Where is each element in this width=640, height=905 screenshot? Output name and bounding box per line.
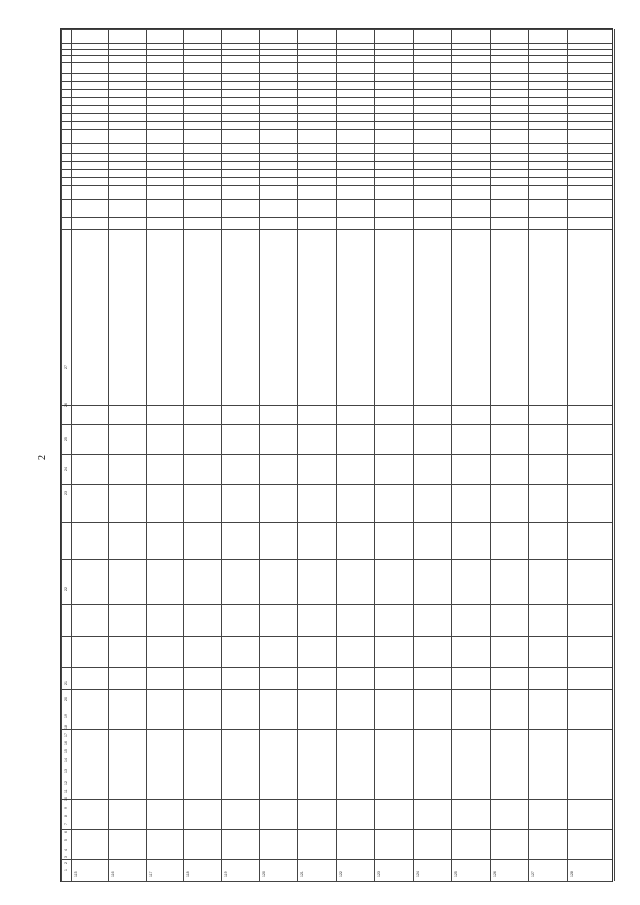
table-row-divider — [413, 29, 414, 881]
column-number: 12 — [64, 781, 68, 785]
column-number: 6 — [64, 831, 68, 833]
row-number: 117 — [149, 871, 153, 877]
table-row-divider — [221, 29, 222, 881]
table-grid — [61, 29, 612, 881]
table-row-divider — [614, 29, 615, 881]
column-number: 10 — [64, 797, 68, 801]
column-number: 14 — [64, 758, 68, 762]
column-number: 18 — [64, 725, 68, 729]
column-number: 1 — [64, 869, 68, 871]
column-number: 23 — [64, 491, 68, 495]
column-number: 11 — [64, 789, 68, 793]
column-number: 20 — [64, 697, 68, 701]
table-row-divider — [183, 29, 184, 881]
table-row-divider — [71, 29, 72, 881]
column-number: 25 — [64, 437, 68, 441]
table-row-divider — [61, 29, 62, 881]
page-number: 2 — [37, 455, 48, 460]
table-row-divider — [259, 29, 260, 881]
column-number: 13 — [64, 769, 68, 773]
column-number: 27 — [64, 365, 68, 369]
column-number: 16 — [64, 741, 68, 745]
row-number: 115 — [74, 871, 78, 877]
row-number: 123 — [377, 871, 381, 877]
column-number: 4 — [64, 849, 68, 851]
column-number: 5 — [64, 839, 68, 841]
row-number: 127 — [531, 871, 535, 877]
row-number: 122 — [339, 871, 343, 877]
row-number: 120 — [262, 871, 266, 877]
column-number: 19 — [64, 714, 68, 718]
table-row-divider — [146, 29, 147, 881]
table-row-divider — [336, 29, 337, 881]
table-row-divider — [490, 29, 491, 881]
column-number: 24 — [64, 467, 68, 471]
data-table — [60, 28, 613, 882]
column-number: 7 — [64, 823, 68, 825]
column-number: 15 — [64, 749, 68, 753]
table-row-divider — [374, 29, 375, 881]
table-row-divider — [567, 29, 568, 881]
column-number: 21 — [64, 681, 68, 685]
row-number: 126 — [493, 871, 497, 877]
table-row-divider — [528, 29, 529, 881]
column-number: 22 — [64, 587, 68, 591]
row-number: 128 — [570, 871, 574, 877]
table-row-divider — [297, 29, 298, 881]
row-number: 124 — [416, 871, 420, 877]
row-number: 125 — [454, 871, 458, 877]
column-number: 26 — [64, 403, 68, 407]
row-number: 121 — [300, 871, 304, 877]
row-number: 118 — [186, 871, 190, 877]
table-column-divider — [61, 881, 612, 882]
column-number: 3 — [64, 856, 68, 858]
row-number: 116 — [111, 871, 115, 877]
column-number: 2 — [64, 862, 68, 864]
column-number: 8 — [64, 815, 68, 817]
table-row-divider — [108, 29, 109, 881]
column-number: 9 — [64, 807, 68, 809]
row-number: 119 — [224, 871, 228, 877]
column-number: 17 — [64, 733, 68, 737]
table-row-divider — [451, 29, 452, 881]
